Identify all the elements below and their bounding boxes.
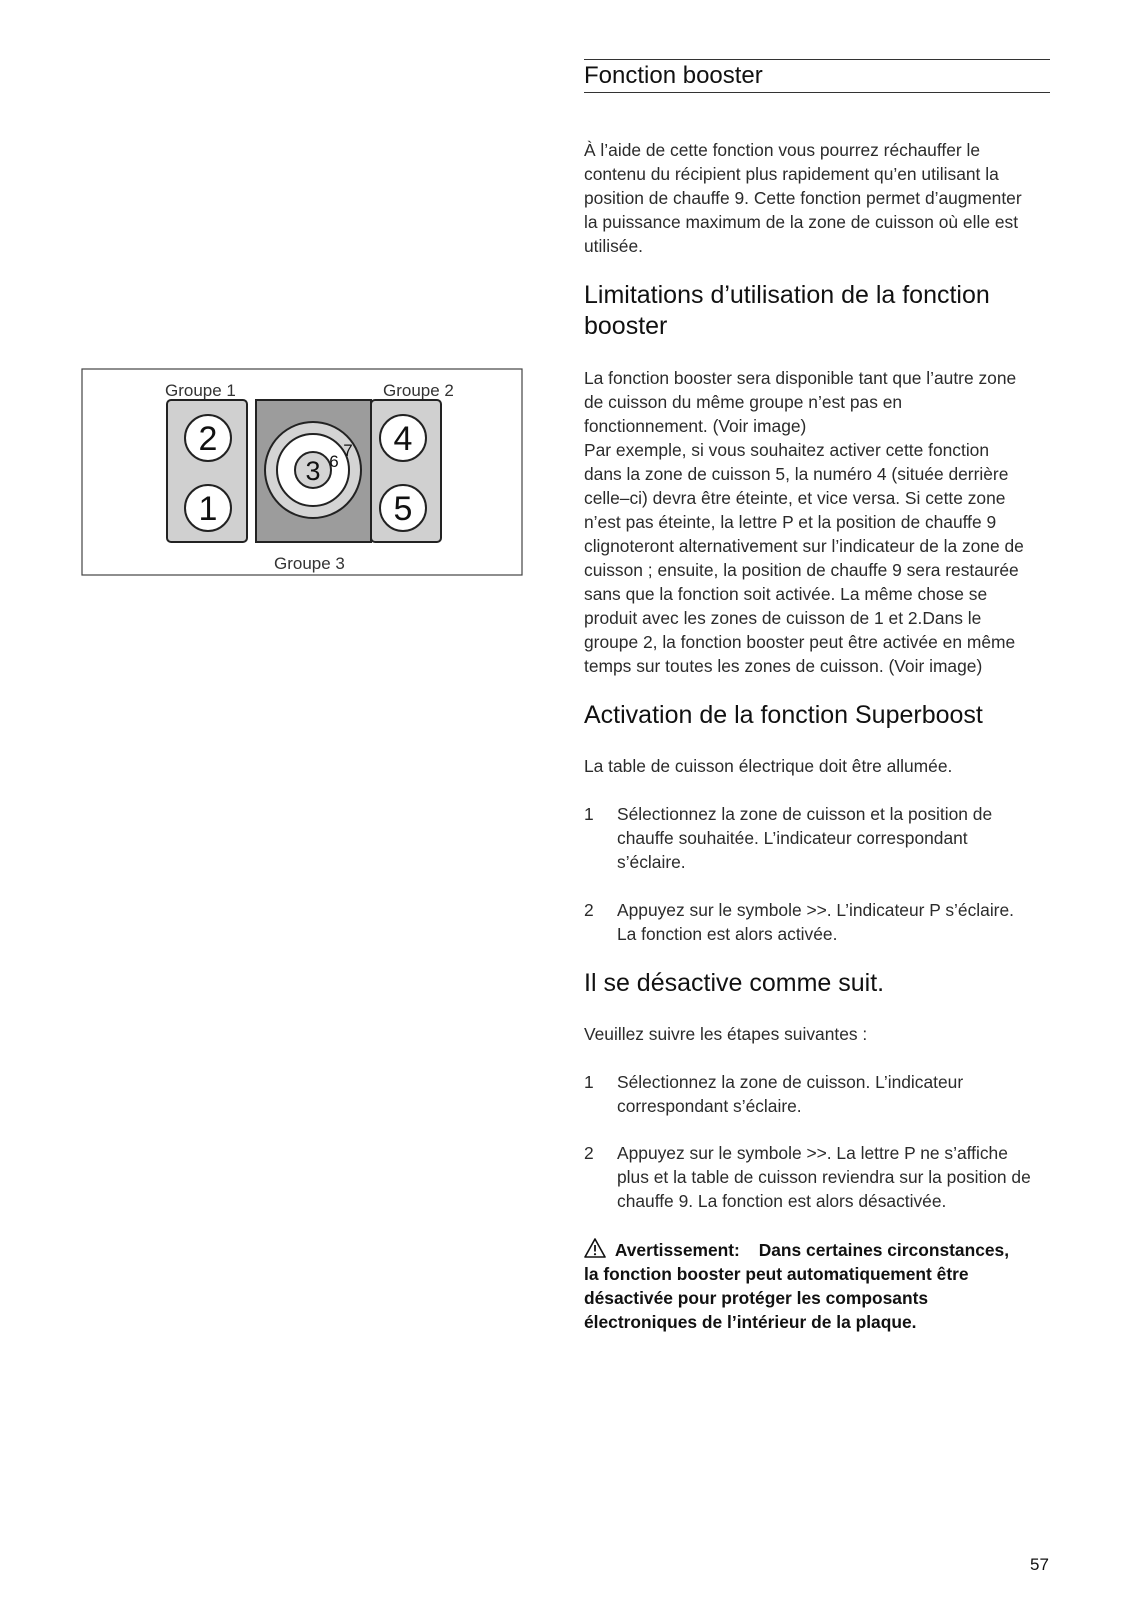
title-bottom-rule [584,92,1050,93]
hob-zone-diagram [81,368,523,578]
intro-line: position de chauffe 9. Cette fonction permet d’augmenter [584,188,1022,208]
step-line: Appuyez sur le symbole >>. L’indicateur P s’éclaire. [617,900,1014,920]
step-number: 1 [584,1072,594,1092]
limitations-line: clignoteront alternativement sur l’indicateur de la zone de [584,536,1024,556]
limitations-line: celle–ci) devra être éteinte, et vice versa. Si cette zone [584,488,1006,508]
page-title: Fonction booster [584,62,763,89]
zone-2-label: 2 [198,420,218,458]
step-line: chauffe 9. La fonction est alors désactivée. [617,1191,947,1211]
limitations-line: produit avec les zones de cuisson de 1 et 2.Dans le [584,608,982,628]
intro-line: À l’aide de cette fonction vous pourrez réchauffer le [584,140,981,160]
limitations-line: cuisson ; ensuite, la position de chauffe 9 sera restaurée [584,560,1019,580]
warning-line: la fonction booster peut automatiquement être [584,1264,969,1284]
step-line: Sélectionnez la zone de cuisson et la position de [617,804,993,824]
limitations-line: dans la zone de cuisson 5, la numéro 4 (située derrière [584,464,1009,484]
step-text [617,802,1057,874]
step-text [617,1141,1057,1213]
step-number: 2 [584,900,594,920]
limitations-line: fonctionnement. (Voir image) [584,416,807,436]
limitations-line: sans que la fonction soit activée. La même chose se [584,584,988,604]
activation-heading [584,700,1056,731]
warning-box [584,1238,1054,1334]
limitations-line: groupe 2, la fonction booster peut être activée en même [584,632,1016,652]
group-2-label: Groupe 2 [383,381,454,400]
limitations-heading-line: Limitations d’utilisation de la fonction [584,281,990,309]
activation-intro [584,754,1056,778]
step-line: Appuyez sur le symbole >>. La lettre P ne s’affiche [617,1143,1008,1163]
zone-5-label: 5 [393,490,413,528]
limitations-line: Par exemple, si vous souhaitez activer cette fonction [584,440,990,460]
limitations-heading [584,280,1056,342]
step-line: La fonction est alors activée. [617,924,838,944]
deactivation-heading-text: Il se désactive comme suit. [584,969,885,997]
deactivation-heading [584,968,1056,999]
step-line: s’éclaire. [617,852,686,872]
title-top-rule [584,59,1050,60]
deactivation-intro [584,1022,1056,1046]
intro-paragraph [584,138,1056,258]
intro-line: contenu du récipient plus rapidement qu’en utilisant la [584,164,999,184]
limitations-line: de cuisson du même groupe n’est pas en [584,392,903,412]
step-text [617,898,1057,946]
group-1-label: Groupe 1 [165,381,236,400]
warning-first-line [584,1238,1054,1262]
limitations-line: La fonction booster sera disponible tant que l’autre zone [584,368,1017,388]
warning-triangle-icon [584,1238,606,1258]
zone-4-label: 4 [393,420,413,458]
step-number: 1 [584,804,594,824]
zone-6-label: 6 [329,452,339,471]
deactivation-intro-text: Veuillez suivre les étapes suivantes : [584,1024,868,1044]
step-line: Sélectionnez la zone de cuisson. L’indicateur [617,1072,964,1092]
step-text [617,1070,1057,1118]
page-number: 57 [1030,1555,1049,1574]
zone-7-label: 7 [343,441,353,460]
zone-1-label: 1 [198,490,218,528]
warning-line: Dans certaines circonstances, [758,1240,1010,1260]
group-3-label: Groupe 3 [274,554,345,573]
step-line: correspondant s’éclaire. [617,1096,802,1116]
limitations-paragraph [584,366,1056,678]
activation-intro-text: La table de cuisson électrique doit être allumée. [584,756,953,776]
intro-line: utilisée. [584,236,643,256]
intro-line: la puissance maximum de la zone de cuisson où elle est [584,212,1019,232]
limitations-heading-line: booster [584,312,668,340]
activation-heading-text: Activation de la fonction Superboost [584,701,983,729]
warning-line: électroniques de l’intérieur de la plaque. [584,1312,917,1332]
step-line: plus et la table de cuisson reviendra sur la position de [617,1167,1031,1187]
warning-label: Avertissement: [614,1240,740,1260]
step-number: 2 [584,1143,594,1163]
limitations-line: n’est pas éteinte, la lettre P et la position de chauffe 9 [584,512,997,532]
limitations-line: temps sur toutes les zones de cuisson. (Voir image) [584,656,983,676]
zone-3-label: 3 [305,456,321,486]
step-line: chauffe souhaitée. L’indicateur correspondant [617,828,968,848]
warning-line: désactivée pour protéger les composants [584,1288,929,1308]
